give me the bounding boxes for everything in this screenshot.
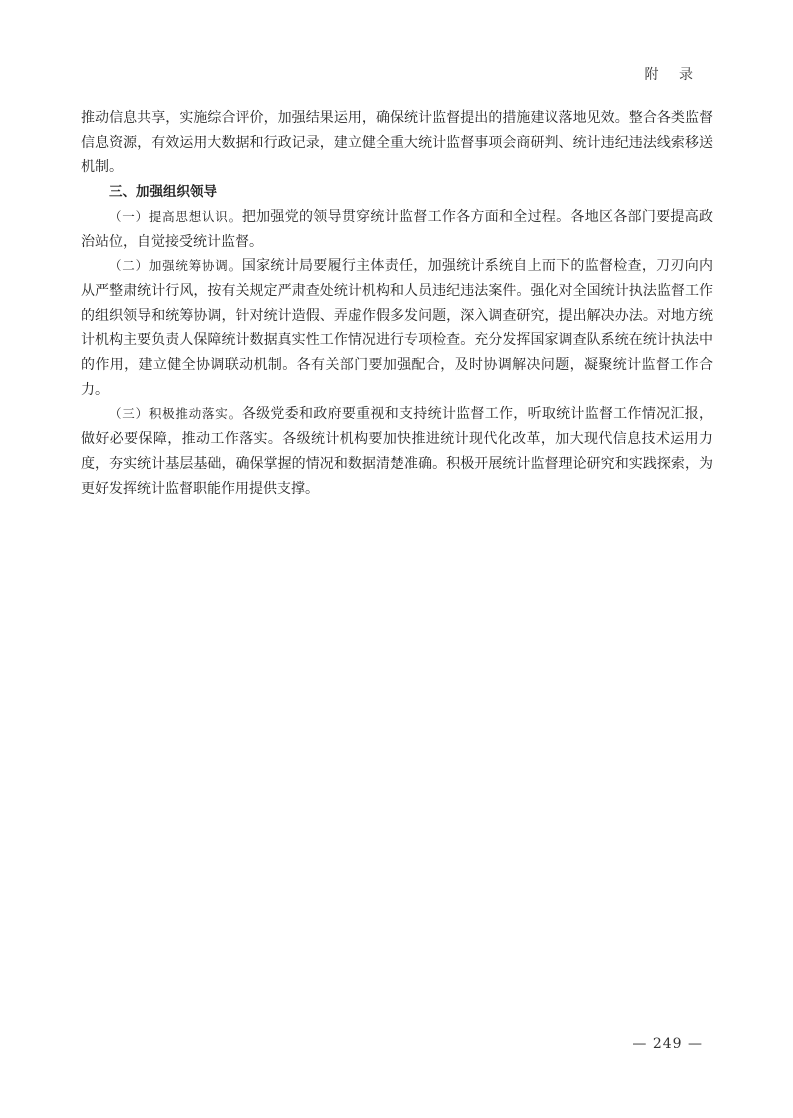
item-lead-2: （二）加强统筹协调。: [109, 258, 242, 274]
item-lead-1: （一）提高思想认识。: [109, 208, 242, 224]
item-paragraph-3: [81, 402, 713, 501]
item-text-1: 把加强党的领导贯穿统计监督工作各方面和全过程。各地区各部门要提高政治站位，自觉接受统计监督。: [81, 208, 713, 250]
item-paragraph-2: [81, 254, 713, 402]
section-heading: 三、加强组织领导: [109, 184, 217, 201]
running-header: 附 录: [644, 67, 701, 83]
item-text-3: 各级党委和政府要重视和支持统计监督工作，听取统计监督工作情况汇报，做好必要保障，推动工作落实。各级统计机构要加快推进统计现代化改革，加大现代信息技术运用力度，夯实统计基层基础，确保掌握的情况和数据清楚准确。积极开展统计监督理论研究和实践探索，为更好发挥统计监督职能作用提供支撑。: [81, 406, 713, 497]
intro-paragraph: 推动信息共享，实施综合评价，加强结果运用，确保统计监督提出的措施建议落地见效。整合各类监督信息资源，有效运用大数据和行政记录，建立健全重大统计监督事项会商研判、统计违纪违法线索移送机制。: [81, 110, 713, 176]
page-number: — 249 —: [632, 1036, 703, 1052]
item-text-2: 国家统计局要履行主体责任，加强统计系统自上而下的监督检查，刀刃向内从严整肃统计行风，按有关规定严肃查处统计机构和人员违纪违法案件。强化对全国统计执法监督工作的组织领导和统筹协调，针对统计造假、弄虚作假多发问题，深入调查研究，提出解决办法。对地方统计机构主要负责人保障统计数据真实性工作情况进行专项检查。充分发挥国家调查队系统在统计执法中的作用，建立健全协调联动机制。各有关部门要加强配合，及时协调解决问题，凝聚统计监督工作合力。: [81, 258, 713, 398]
item-paragraph-1: [81, 205, 713, 254]
item-lead-3: （三）积极推动落实。: [109, 406, 242, 422]
document-body: [81, 106, 713, 501]
